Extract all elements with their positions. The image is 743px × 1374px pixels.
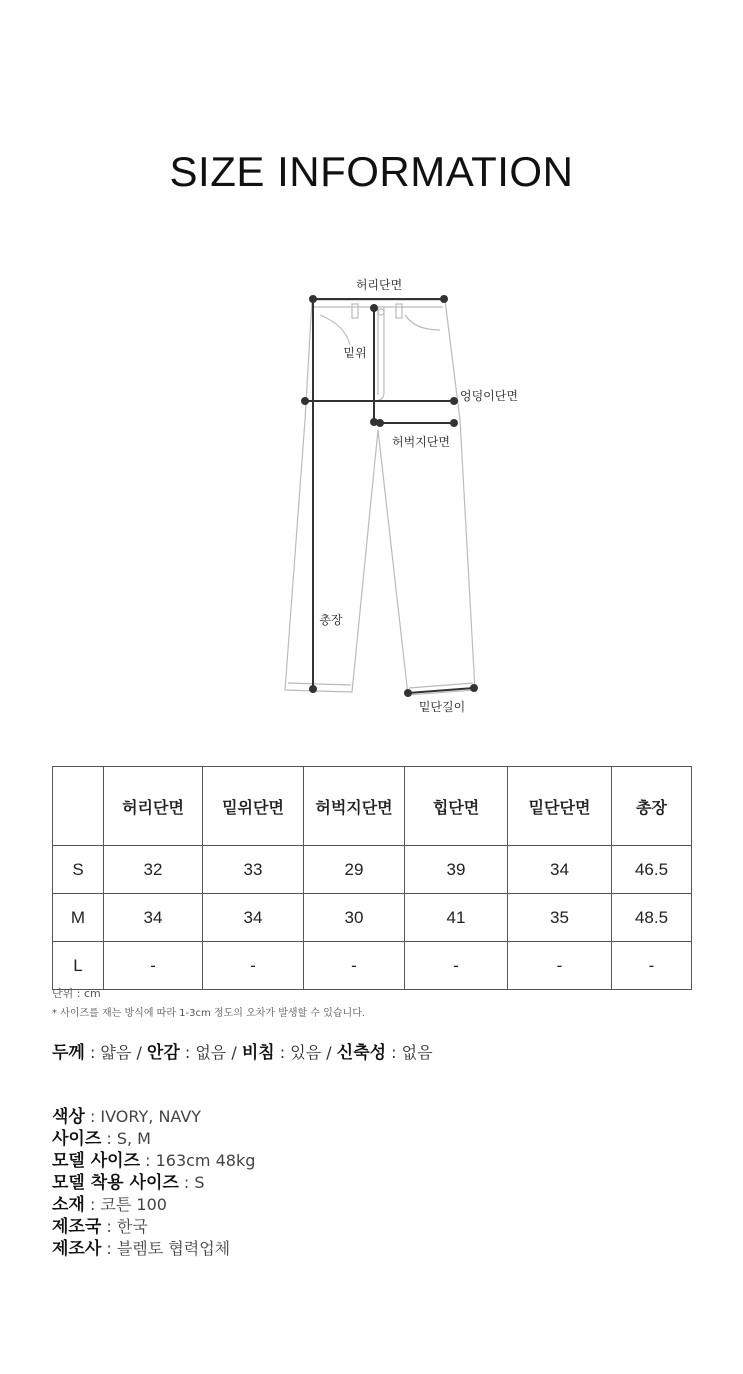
table-cell: 41	[405, 894, 508, 942]
info-value: S, M	[116, 1129, 151, 1148]
page-title: SIZE INFORMATION	[169, 148, 574, 195]
product-info	[52, 1106, 255, 1260]
info-label: 제조사	[52, 1239, 102, 1259]
property-value: 있음	[290, 1043, 322, 1062]
info-label: 제조국	[52, 1217, 102, 1237]
table-cell: S	[53, 846, 104, 894]
property-label: 비침	[241, 1043, 275, 1063]
table-cell: 48.5	[612, 894, 692, 942]
table-header: 허리단면	[104, 767, 203, 846]
info-value: IVORY, NAVY	[100, 1107, 202, 1126]
info-value: 블렘토 협력업체	[116, 1239, 231, 1258]
table-cell: -	[104, 942, 203, 990]
table-cell: 33	[203, 846, 304, 894]
table-row	[53, 894, 692, 942]
table-cell: 32	[104, 846, 203, 894]
info-row: 제조사 : 블렘토 협력업체	[52, 1239, 231, 1259]
info-row: 소재 : 코튼 100	[52, 1195, 167, 1215]
measure-note: * 사이즈를 재는 방식에 따라 1-3cm 정도의 오차가 발생할 수 있습니다.	[52, 1008, 366, 1019]
info-label: 색상	[52, 1107, 85, 1127]
fabric-properties: 두께 : 얇음 / 안감 : 없음 / 비침 : 있음 / 신축성 : 없음	[52, 1043, 433, 1063]
info-value: 코튼 100	[100, 1195, 167, 1214]
pants-measurement-diagram	[0, 270, 743, 730]
table-cell: 30	[304, 894, 405, 942]
table-cell: -	[203, 942, 304, 990]
info-value: 163cm 48kg	[155, 1151, 256, 1170]
property-label: 두께	[52, 1043, 85, 1063]
table-header-row	[53, 767, 692, 846]
table-cell: 46.5	[612, 846, 692, 894]
property-label: 신축성	[336, 1043, 387, 1063]
table-cell: -	[612, 942, 692, 990]
table-cell: 35	[508, 894, 612, 942]
info-value: 한국	[116, 1217, 148, 1236]
table-cell: 29	[304, 846, 405, 894]
label-thigh: 허벅지단면	[392, 435, 450, 449]
info-row: 모델 사이즈 : 163cm 48kg	[52, 1151, 256, 1171]
size-table	[52, 766, 692, 990]
table-cell: 34	[104, 894, 203, 942]
table-header	[53, 767, 104, 846]
info-label: 사이즈	[52, 1129, 102, 1149]
label-rise: 밑위	[343, 346, 367, 360]
info-row: 모델 착용 사이즈 : S	[52, 1173, 205, 1193]
table-row	[53, 942, 692, 990]
label-hip: 엉덩이단면	[460, 389, 518, 403]
property-label: 안감	[146, 1043, 180, 1063]
property-value: 얇음	[100, 1043, 132, 1062]
info-row: 제조국 : 한국	[52, 1217, 148, 1237]
table-cell: 34	[508, 846, 612, 894]
table-cell: -	[508, 942, 612, 990]
info-value: S	[194, 1173, 205, 1192]
table-cell: 39	[405, 846, 508, 894]
table-cell: L	[53, 942, 104, 990]
table-row	[53, 846, 692, 894]
table-header: 허벅지단면	[304, 767, 405, 846]
table-cell: -	[304, 942, 405, 990]
table-header: 밑단단면	[508, 767, 612, 846]
table-cell: 34	[203, 894, 304, 942]
info-label: 소재	[52, 1195, 85, 1215]
table-cell: M	[53, 894, 104, 942]
info-row: 사이즈 : S, M	[52, 1129, 151, 1149]
label-length: 총장	[319, 613, 343, 627]
label-waist: 허리단면	[355, 278, 403, 292]
label-hem: 밑단길이	[418, 700, 466, 714]
table-header: 힙단면	[405, 767, 508, 846]
table-header: 밑위단면	[203, 767, 304, 846]
table-header: 총장	[612, 767, 692, 846]
info-label: 모델 사이즈	[52, 1151, 141, 1171]
property-value: 없음	[401, 1043, 433, 1062]
property-value: 없음	[195, 1043, 227, 1062]
unit-note: 단위 : cm	[52, 987, 101, 1000]
table-cell: -	[405, 942, 508, 990]
info-label: 모델 착용 사이즈	[52, 1173, 179, 1193]
info-row: 색상 : IVORY, NAVY	[52, 1107, 202, 1127]
